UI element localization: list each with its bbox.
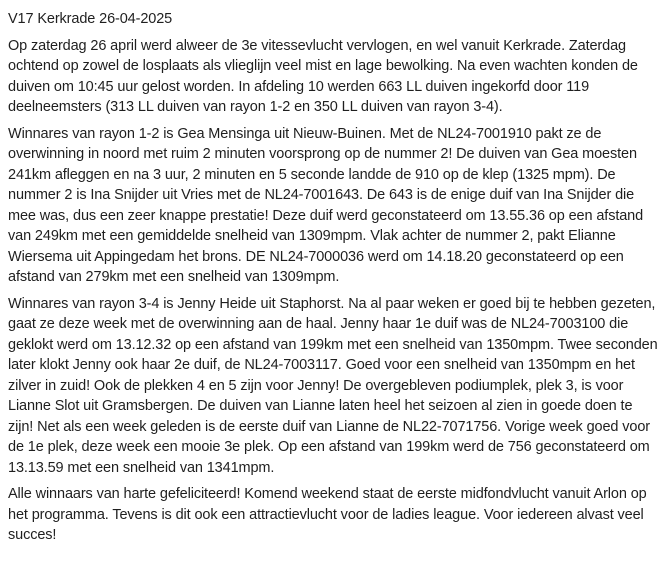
paragraph-closing: Alle winnaars van harte gefeliciteerd! Komend weekend staat de eerste midfondvlucht vanuit Arlon op het programma. Tevens is dit ook een attractievlucht voor de ladies league. Voor iedereen alvast veel succes!: [8, 486, 647, 543]
paragraph-release-report: Op zaterdag 26 april werd alweer de 3e vitessevlucht vervlogen, en wel vanuit Kerkrade. Zaterdag ochtend op zowel de losplaats als vlieglijn veel mist en lage bewolking. Na even wachten konden de duiven om 10:45 uur gelost worden. In afdeling 10 werden 663 LL duiven ingekorfd door 119 deelneemsters (313 LL duiven van rayon 1-2 en 350 LL duiven van rayon 3-4).: [8, 37, 638, 115]
paragraph-rayon-1-2-winners: Winnares van rayon 1-2 is Gea Mensinga uit Nieuw-Buinen. Met de NL24-7001910 pakt ze de overwinning in noord met ruim 2 minuten voorsprong op de nummer 2! De duiven van Gea moesten 241km afleggen en na 3 uur, 2 minuten en 5 seconde landde de 910 op de klep (1325 mpm). De nummer 2 is Ina Snijder uit Vries met de NL24-7001643. De 643 is de enige duif van Ina Snijder die mee was, dus een zeer knappe prestatie! Deze duif werd geconstateerd om 13.55.36 op een afstand van 249km met een gemiddelde snelheid van 1309mpm. Vlak achter de nummer 2, pakt Elianne Wiersema uit Appingedam het brons. DE NL24-7000036 werd om 14.18.20 geconstateerd op een afstand van 279km met een snelheid van 1309mpm.: [8, 125, 644, 285]
paragraph-rayon-3-4-winners: Winnares van rayon 3-4 is Jenny Heide uit Staphorst. Na al paar weken er goed bij te hebben gezeten, gaat ze deze week met de overwinning aan de haal. Jenny haar 1e duif was de NL24-7003100 die geklokt werd om 13.12.32 op een afstand van 199km met een snelheid van 1350mpm. Twee seconden later klokt Jenny ook haar 2e duif, de NL24-7003117. Goed voor een snelheid van 1350mpm en het zilver in zuid! Ook de plekken 4 en 5 zijn voor Jenny! De overgebleven podiumplek, plek 3, is voor Lianne Slot uit Gramsbergen. De duiven van Lianne laten heel het seizoen al zien in goede doen te zijn! Net als een week geleden is de eerste duif van Lianne de NL22-7071756. Vorige week goed voor de 1e plek, deze week een mooie 3e plek. Op een afstand van 199km werd de 756 geconstateerd om 13.13.59 met een snelheid van 1341mpm.: [8, 295, 658, 476]
document-title: V17 Kerkrade 26-04-2025: [8, 11, 173, 27]
